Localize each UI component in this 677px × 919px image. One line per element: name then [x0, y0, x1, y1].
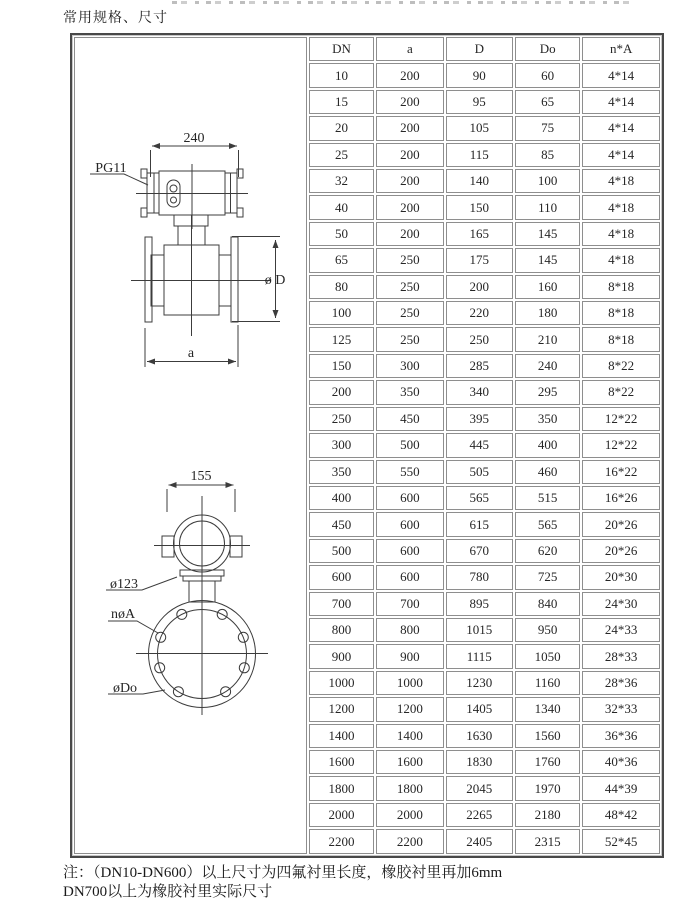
table-cell: 1160 [515, 671, 580, 695]
table-cell: 340 [446, 380, 513, 404]
table-cell: 900 [376, 644, 443, 668]
table-cell: 40*36 [582, 750, 660, 774]
table-cell: 450 [309, 512, 374, 536]
table-cell: 32 [309, 169, 374, 193]
table-cell: 125 [309, 327, 374, 351]
column-header: a [376, 37, 443, 61]
table-cell: 8*22 [582, 380, 660, 404]
table-cell: 350 [376, 380, 443, 404]
table-cell: 8*22 [582, 354, 660, 378]
table-cell: 800 [376, 618, 443, 642]
table-cell: 4*14 [582, 116, 660, 140]
table-cell: 8*18 [582, 275, 660, 299]
table-cell: 1230 [446, 671, 513, 695]
table-cell: 1600 [376, 750, 443, 774]
column-header: D [446, 37, 513, 61]
table-cell: 110 [515, 195, 580, 219]
table-cell: 295 [515, 380, 580, 404]
table-cell: 24*33 [582, 618, 660, 642]
table-cell: 16*26 [582, 486, 660, 510]
table-cell: 950 [515, 618, 580, 642]
table-cell: 250 [376, 327, 443, 351]
table-cell: 900 [309, 644, 374, 668]
table-cell: 600 [376, 512, 443, 536]
dim-a: a [187, 346, 195, 361]
table-cell: 1630 [446, 724, 513, 748]
table-cell: 2180 [515, 803, 580, 827]
table-cell: 620 [515, 539, 580, 563]
table-cell: 1400 [309, 724, 374, 748]
table-cell: 1200 [309, 697, 374, 721]
table-cell: 1970 [515, 776, 580, 800]
table-cell: 40 [309, 195, 374, 219]
table-cell: 4*18 [582, 169, 660, 193]
table-cell: 565 [446, 486, 513, 510]
table-cell: 150 [446, 195, 513, 219]
table-cell: 2265 [446, 803, 513, 827]
table-cell: 505 [446, 460, 513, 484]
table-cell: 150 [309, 354, 374, 378]
table-cell: 145 [515, 248, 580, 272]
table-cell: 1015 [446, 618, 513, 642]
table-cell: 600 [376, 565, 443, 589]
table-cell: 60 [515, 63, 580, 87]
table-cell: 1600 [309, 750, 374, 774]
table-cell: 350 [515, 407, 580, 431]
table-cell: 175 [446, 248, 513, 272]
table-cell: 250 [376, 301, 443, 325]
table-cell: 300 [309, 433, 374, 457]
table-cell: 65 [515, 90, 580, 114]
table-cell: 2405 [446, 829, 513, 854]
table-cell: 565 [515, 512, 580, 536]
table-cell: 725 [515, 565, 580, 589]
table-cell: 100 [515, 169, 580, 193]
pg11-label: PG11 [95, 161, 127, 176]
table-cell: 600 [309, 565, 374, 589]
table-cell: 395 [446, 407, 513, 431]
table-cell: 2315 [515, 829, 580, 854]
table-cell: 105 [446, 116, 513, 140]
table-cell: 250 [446, 327, 513, 351]
table-cell: 165 [446, 222, 513, 246]
table-cell: 895 [446, 592, 513, 616]
table-cell: 100 [309, 301, 374, 325]
table-cell: 1050 [515, 644, 580, 668]
table-cell: 52*45 [582, 829, 660, 854]
table-cell: 1000 [309, 671, 374, 695]
table-cell: 4*18 [582, 222, 660, 246]
table-cell: 4*14 [582, 63, 660, 87]
table-cell: 95 [446, 90, 513, 114]
table-cell: 1800 [309, 776, 374, 800]
table-cell: 25 [309, 143, 374, 167]
table-cell: 12*22 [582, 407, 660, 431]
table-cell: 210 [515, 327, 580, 351]
table-cell: 75 [515, 116, 580, 140]
table-cell: 600 [376, 486, 443, 510]
note-line-1: 注：（DN10-DN600）以上尺寸为四氟衬里长度，橡胶衬里再加6mm [63, 865, 503, 881]
table-cell: 36*36 [582, 724, 660, 748]
table-cell: 200 [446, 275, 513, 299]
table-cell: 460 [515, 460, 580, 484]
spec-frame [70, 33, 664, 858]
table-cell: 445 [446, 433, 513, 457]
column-header: Do [515, 37, 580, 61]
phi123-label: ø123 [110, 577, 138, 592]
table-cell: 1830 [446, 750, 513, 774]
table-cell: 240 [515, 354, 580, 378]
table-cell: 65 [309, 248, 374, 272]
table-cell: 32*33 [582, 697, 660, 721]
table-cell: 285 [446, 354, 513, 378]
table-cell: 200 [376, 116, 443, 140]
table-cell: 16*22 [582, 460, 660, 484]
table-cell: 28*33 [582, 644, 660, 668]
table-cell: 24*30 [582, 592, 660, 616]
table-cell: 450 [376, 407, 443, 431]
table-cell: 8*18 [582, 301, 660, 325]
page-title: 常用规格、尺寸 [63, 11, 168, 26]
table-cell: 2000 [309, 803, 374, 827]
table-cell: 44*39 [582, 776, 660, 800]
table-cell: 780 [446, 565, 513, 589]
table-cell: 2045 [446, 776, 513, 800]
table-cell: 115 [446, 143, 513, 167]
table-cell: 350 [309, 460, 374, 484]
table-cell: 1000 [376, 671, 443, 695]
table-cell: 1115 [446, 644, 513, 668]
table-cell: 250 [309, 407, 374, 431]
table-cell: 700 [376, 592, 443, 616]
table-cell: 515 [515, 486, 580, 510]
phi-do-label: øDo [112, 681, 138, 696]
table-cell: 1400 [376, 724, 443, 748]
footnotes [63, 864, 502, 902]
table-cell: 220 [446, 301, 513, 325]
table-cell: 500 [376, 433, 443, 457]
table-cell: 12*22 [582, 433, 660, 457]
table-cell: 550 [376, 460, 443, 484]
table-cell: 500 [309, 539, 374, 563]
table-cell: 180 [515, 301, 580, 325]
table-cell: 4*18 [582, 248, 660, 272]
dim-phi-d: ø D [264, 273, 286, 288]
table-cell: 250 [376, 248, 443, 272]
clipped-text-top [172, 1, 630, 4]
table-cell: 160 [515, 275, 580, 299]
table-cell: 400 [309, 486, 374, 510]
table-cell: 20*30 [582, 565, 660, 589]
table-cell: 4*14 [582, 90, 660, 114]
table-cell: 615 [446, 512, 513, 536]
table-cell: 1200 [376, 697, 443, 721]
table-cell: 90 [446, 63, 513, 87]
table-cell: 200 [376, 222, 443, 246]
table-cell: 20*26 [582, 539, 660, 563]
table-cell: 1760 [515, 750, 580, 774]
dim-155: 155 [190, 469, 212, 484]
table-cell: 300 [376, 354, 443, 378]
table-cell: 4*18 [582, 195, 660, 219]
column-header: n*A [582, 37, 660, 61]
table-cell: 2200 [376, 829, 443, 854]
table-cell: 200 [376, 63, 443, 87]
column-header: DN [309, 37, 374, 61]
table-cell: 28*36 [582, 671, 660, 695]
table-cell: 200 [376, 90, 443, 114]
table-cell: 4*14 [582, 143, 660, 167]
table-cell: 8*18 [582, 327, 660, 351]
table-cell: 48*42 [582, 803, 660, 827]
table-cell: 1340 [515, 697, 580, 721]
table-cell: 840 [515, 592, 580, 616]
table-cell: 85 [515, 143, 580, 167]
drawing-cell [74, 37, 307, 854]
table-cell: 1800 [376, 776, 443, 800]
table-cell: 400 [515, 433, 580, 457]
n-phi-a-label: nøA [110, 607, 136, 622]
table-cell: 600 [376, 539, 443, 563]
table-cell: 2200 [309, 829, 374, 854]
table-cell: 2000 [376, 803, 443, 827]
table-cell: 50 [309, 222, 374, 246]
table-cell: 250 [376, 275, 443, 299]
table-cell: 145 [515, 222, 580, 246]
table-cell: 700 [309, 592, 374, 616]
table-cell: 80 [309, 275, 374, 299]
table-cell: 1405 [446, 697, 513, 721]
table-cell: 20*26 [582, 512, 660, 536]
dimension-table [72, 35, 662, 856]
note-line-2: DN700以上为橡胶衬里实际尺寸 [63, 884, 273, 900]
header-row [74, 37, 660, 61]
table-cell: 200 [376, 143, 443, 167]
table-cell: 200 [376, 195, 443, 219]
table-cell: 20 [309, 116, 374, 140]
table-cell: 200 [309, 380, 374, 404]
table-cell: 670 [446, 539, 513, 563]
table-cell: 140 [446, 169, 513, 193]
table-cell: 800 [309, 618, 374, 642]
table-cell: 10 [309, 63, 374, 87]
table-cell: 1560 [515, 724, 580, 748]
table-cell: 15 [309, 90, 374, 114]
table-cell: 200 [376, 169, 443, 193]
dim-240: 240 [183, 131, 205, 146]
